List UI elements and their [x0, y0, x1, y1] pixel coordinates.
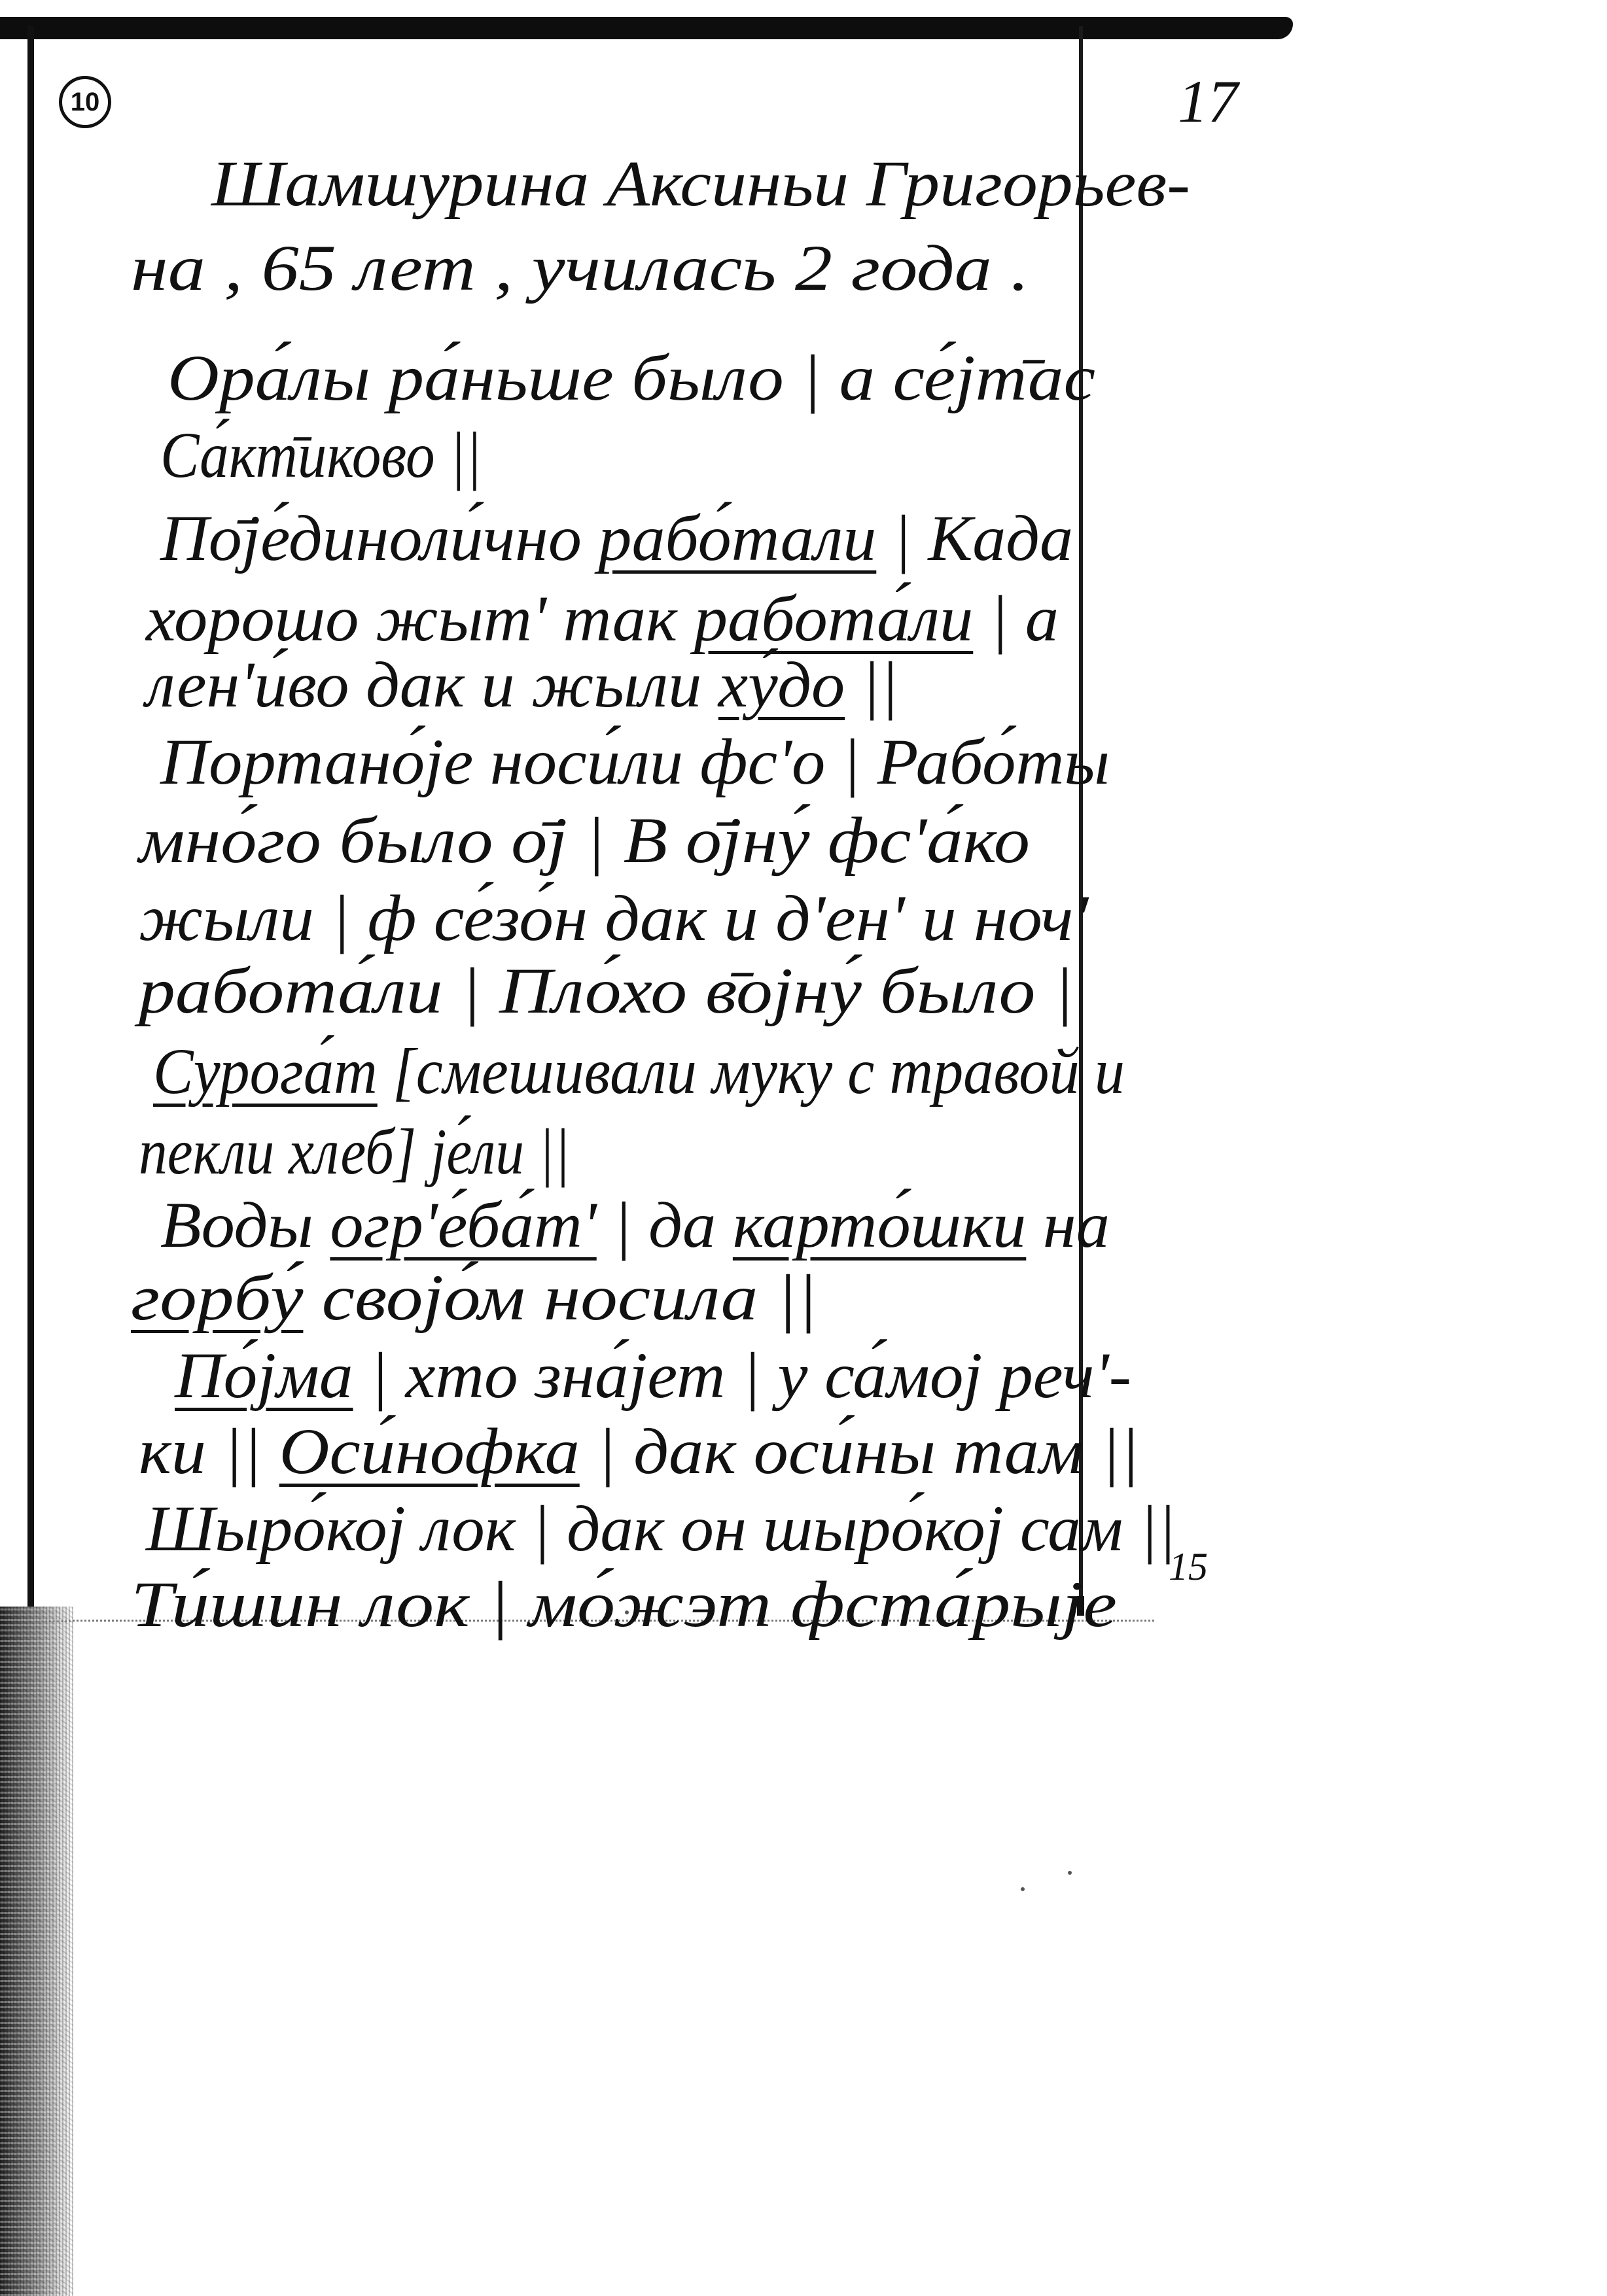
text-line	[73, 1034, 570, 1188]
underlined-word: рабо́тали	[598, 502, 877, 574]
text-line	[65, 1180, 817, 1334]
text-segment: лен'и́во дак и жыли	[146, 648, 718, 721]
text-segment: Портано́је носи́ли фс'о | Рабо́ты	[160, 725, 1110, 798]
text-segment: мно́го было о̄ј | В о̄јну́ фс'а́ко	[139, 804, 1030, 877]
text-segment: Ора́лы ра́ньше было | а се́јт̄ас	[168, 341, 1095, 414]
informant-name: Шамшурина Аксиньи Григорьев-	[211, 147, 1190, 220]
text-segment: [смешивали муку с травой и	[377, 1035, 1125, 1107]
underlined-word: горбу́	[131, 1261, 304, 1334]
text-line	[73, 723, 1030, 877]
text-segment: жыли | ф се́зо́н дак и д'ен' и ноч'	[139, 882, 1088, 954]
text-line	[102, 260, 1095, 414]
text-line	[95, 644, 1110, 798]
text-line	[95, 1107, 1110, 1261]
text-segment: По̄је́диноли́чно	[160, 502, 599, 574]
text-segment: ||	[845, 648, 898, 721]
underlined-word: ху́до	[718, 648, 845, 721]
left-margin-rule	[27, 26, 34, 1622]
informant-line	[65, 150, 1029, 304]
page-number-bottom: 15	[1169, 1545, 1208, 1588]
underlined-word: Оси́нофка	[279, 1415, 580, 1487]
ink-speck	[1021, 1887, 1025, 1891]
informant-details: на , 65 лет , училась 2 года .	[131, 232, 1029, 304]
text-segment: Са́кт̄иково ||	[160, 419, 482, 491]
text-segment: хорошо жыт' так	[146, 582, 694, 655]
text-segment: на	[1026, 1189, 1110, 1261]
text-segment: својо́м носила ||	[303, 1261, 817, 1334]
text-line	[109, 1258, 1131, 1412]
entry-number-circle: 10	[59, 76, 111, 128]
text-segment: | хто зна́јет | у са́мој реч'-	[353, 1339, 1131, 1412]
underlined-word: карто́шки	[732, 1189, 1027, 1261]
text-segment: работа́ли | Пло́хо в̄ојну́ было |	[139, 954, 1074, 1027]
informant-line	[146, 66, 1190, 220]
text-segment: Ти́шин лок | мо́жэт фста́рыје	[131, 1568, 1117, 1641]
underlined-word: Сурога́т	[153, 1035, 378, 1107]
text-line	[95, 421, 1073, 574]
text-segment: | Када	[876, 502, 1073, 574]
text-segment: Воды	[160, 1189, 330, 1261]
text-segment: Шыро́кој лок | дак он шыро́кој сам ||	[146, 1492, 1176, 1565]
text-line	[73, 801, 1088, 954]
text-line	[95, 338, 482, 491]
text-line	[65, 1487, 1117, 1641]
text-line	[73, 1334, 1139, 1487]
page-number-top: 17	[1178, 68, 1238, 135]
scan-edge-shadow	[0, 1607, 73, 2296]
ink-speck	[1068, 1871, 1072, 1875]
text-line	[73, 873, 1074, 1027]
text-segment: | да	[596, 1189, 733, 1261]
text-line	[80, 1411, 1176, 1565]
text-segment: ки ||	[139, 1415, 279, 1487]
text-line	[88, 954, 1125, 1107]
scan-top-edge	[0, 17, 1293, 39]
text-segment: | а	[973, 582, 1059, 655]
underlined-word: По́јма	[175, 1339, 353, 1412]
underlined-word: огр'е́ба́т'	[330, 1189, 597, 1261]
text-segment: | дак оси́ны там ||	[579, 1415, 1139, 1487]
line-ink	[131, 1565, 1117, 1644]
underlined-word: работа́ли	[694, 582, 974, 655]
text-segment: пекли хлеб] је́ли ||	[139, 1115, 570, 1188]
